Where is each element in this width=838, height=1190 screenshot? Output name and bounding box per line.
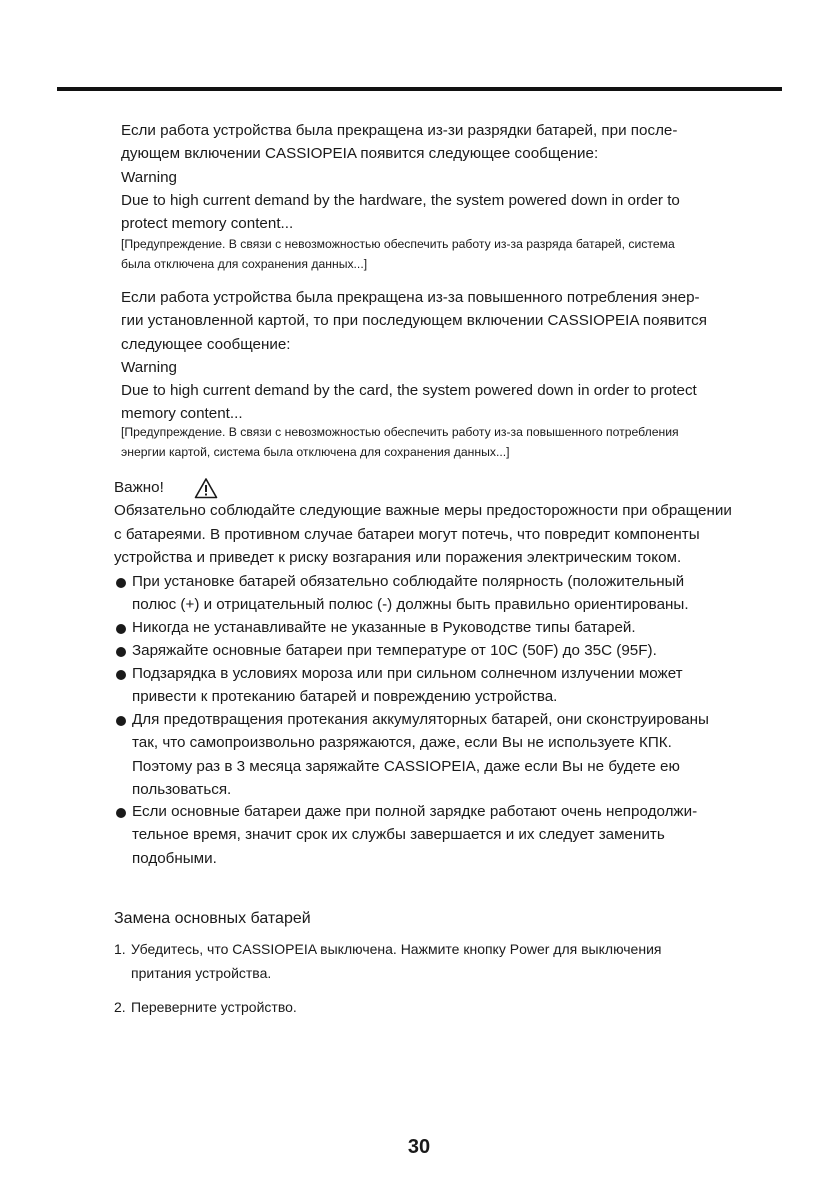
text-line: Warning (121, 168, 177, 186)
warning-triangle-icon (194, 477, 218, 499)
bullet-dot-icon (116, 808, 126, 818)
text-line: Due to high current demand by the hardware, the system powered down in order to (121, 191, 680, 209)
section-title: Замена основных батарей (114, 910, 311, 927)
page-number: 30 (407, 1136, 431, 1158)
text-line: Поэтому раз в 3 месяца заряжайте CASSIOPEIA, даже если Вы не будете ею (132, 757, 680, 775)
text-line: protect memory content... (121, 215, 294, 233)
text-line: энергии картой, система была отключена для сохранения данных...] (121, 445, 510, 459)
text-line: [Предупреждение. В связи с невозможностью обеспечить работу из-за повышенного потребления (121, 425, 679, 439)
important-notice (114, 476, 814, 569)
card-warning-paragraph (121, 286, 801, 426)
text-line: Подзарядка в условиях мороза или при сильном солнечном излучении может (132, 665, 683, 682)
text-line: Обязательно соблюдайте следующие важные меры предосторожности при обращении (114, 502, 732, 520)
battery-warning-paragraph (121, 119, 801, 235)
text-line: Для предотвращения протекания аккумуляторных батарей, они сконструированы (132, 711, 709, 728)
card-warning-translation (121, 422, 811, 462)
text-line: Warning (121, 358, 177, 376)
text-line: Если работа устройства была прекращена из-зи разрядки батарей, при после- (121, 122, 678, 139)
text-line: полюс (+) и отрицательный полюс (-) должны быть правильно ориентированы. (132, 596, 689, 614)
text-line: Заряжайте основные батареи при температуре от 10С (50F) до 35С (95F). (132, 642, 657, 659)
text-line: Убедитесь, что CASSIOPEIA выключена. Нажмите кнопку Power для выключения (131, 941, 662, 957)
text-line: При установке батарей обязательно соблюдайте полярность (положительный (132, 573, 685, 590)
header-rule (57, 87, 782, 91)
important-title: Важно! (114, 479, 164, 496)
text-line: следующее сообщение: (121, 335, 291, 353)
text-line: Если работа устройства была прекращена из-за повышенного потребления энер- (121, 289, 700, 306)
bullet-dot-icon (116, 578, 126, 588)
step-number: 1. (114, 941, 126, 957)
text-line: тельное время, значит срок их службы завершается и их следует заменить (132, 826, 665, 844)
bullet-dot-icon (116, 670, 126, 680)
text-line: притания устройства. (131, 965, 272, 981)
text-line: была отключена для сохранения данных...] (121, 257, 368, 271)
text-line: устройства и приведет к риску возгарания или поражения электрическим током. (114, 548, 682, 566)
text-line: пользоваться. (132, 780, 232, 798)
text-line: Переверните устройство. (131, 999, 297, 1015)
text-line: memory content... (121, 405, 243, 423)
bullet-dot-icon (116, 716, 126, 726)
text-line: с батареями. В противном случае батареи могут потечь, что повредит компоненты (114, 525, 700, 543)
text-line: Если основные батареи даже при полной зарядке работают очень непродолжи- (132, 803, 698, 820)
text-line: подобными. (132, 849, 217, 867)
text-line: Due to high current demand by the card, the system powered down in order to protect (121, 382, 697, 400)
text-line: так, что самопроизвольно разряжаются, даже, если Вы не используете КПК. (132, 734, 672, 752)
bullet-dot-icon (116, 624, 126, 634)
text-line: дующем включении CASSIOPEIA появится следующее сообщение: (121, 145, 599, 163)
step-number: 2. (114, 999, 126, 1015)
bullet-dot-icon (116, 647, 126, 657)
text-line: Никогда не устанавливайте не указанные в Руководстве типы батарей. (132, 619, 636, 636)
text-line: [Предупреждение. В связи с невозможностью обеспечить работу из-за разряда батарей, система (121, 237, 675, 251)
text-line: гии установленной картой, то при последующем включении CASSIOPEIA появится (121, 312, 707, 330)
text-line: привести к протеканию батарей и повреждению устройства. (132, 688, 558, 706)
battery-warning-translation (121, 234, 811, 274)
